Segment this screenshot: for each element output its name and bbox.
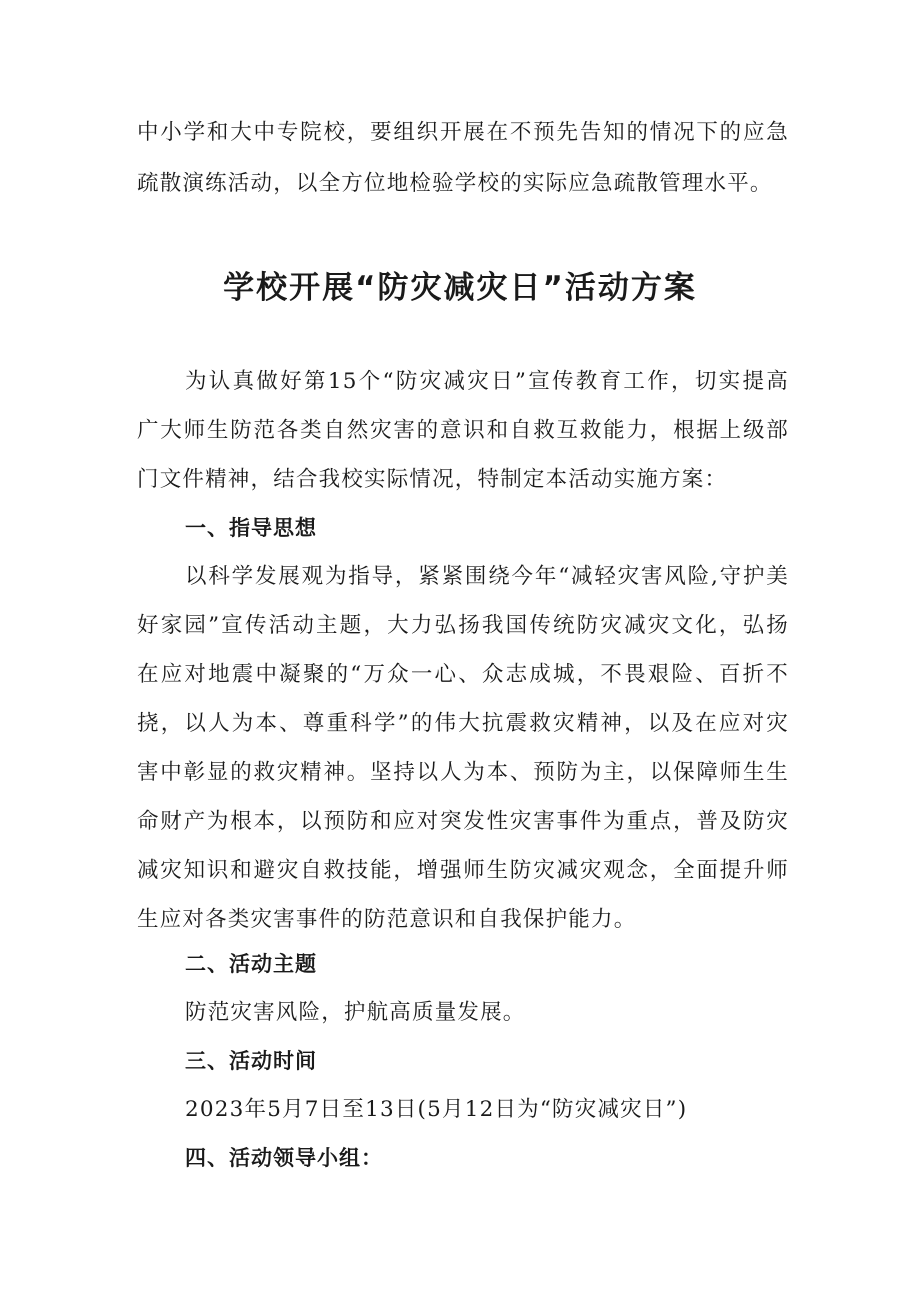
document-title: 学校开展“防灾减灾日”活动方案: [223, 270, 697, 306]
section-4-heading: 四、活动领导小组：: [185, 1146, 383, 1170]
intro-line-1: 中小学和大中专院校，要组织开展在不预先告知的情况下的应急: [137, 120, 789, 145]
section-1-line: 命财产为根本，以预防和应对突发性灾害事件为重点，普及防灾: [137, 809, 789, 834]
intro-line-2: 疏散演练活动，以全方位地检验学校的实际应急疏散管理水平。: [137, 171, 773, 196]
opening-line-2: 广大师生防范各类自然灾害的意识和自救互救能力，根据上级部: [137, 418, 789, 443]
section-1-line: 以科学发展观为指导，紧紧围绕今年“减轻灾害风险,守护美: [185, 564, 789, 589]
section-1-line: 减灾知识和避灾自救技能，增强师生防灾减灾观念，全面提升师: [137, 858, 789, 883]
opening-line-1: 为认真做好第15个“防灾减灾日”宣传教育工作，切实提高: [185, 369, 789, 394]
section-1-line: 生应对各类灾害事件的防范意识和自我保护能力。: [137, 907, 637, 932]
section-1-line: 在应对地震中凝聚的“万众一心、众志成城，不畏艰险、百折不: [137, 662, 789, 687]
opening-line-3: 门文件精神，结合我校实际情况，特制定本活动实施方案：: [137, 467, 728, 492]
section-1-line: 害中彰显的救灾精神。坚持以人为本、预防为主，以保障师生生: [137, 760, 789, 785]
section-2-heading: 二、活动主题: [185, 952, 317, 976]
section-1-line: 好家园”宣传活动主题，大力弘扬我国传统防灾减灾文化，弘扬: [137, 613, 789, 638]
section-3-text: 2023年5月7日至13日(5月12日为“防灾减灾日”): [185, 1097, 688, 1122]
section-3-heading: 三、活动时间: [185, 1049, 317, 1073]
section-2-text: 防范灾害风险，护航高质量发展。: [185, 1000, 526, 1025]
section-1-line: 挠，以人为本、尊重科学”的伟大抗震救灾精神，以及在应对灾: [137, 711, 789, 736]
section-1-heading: 一、指导思想: [185, 516, 317, 540]
